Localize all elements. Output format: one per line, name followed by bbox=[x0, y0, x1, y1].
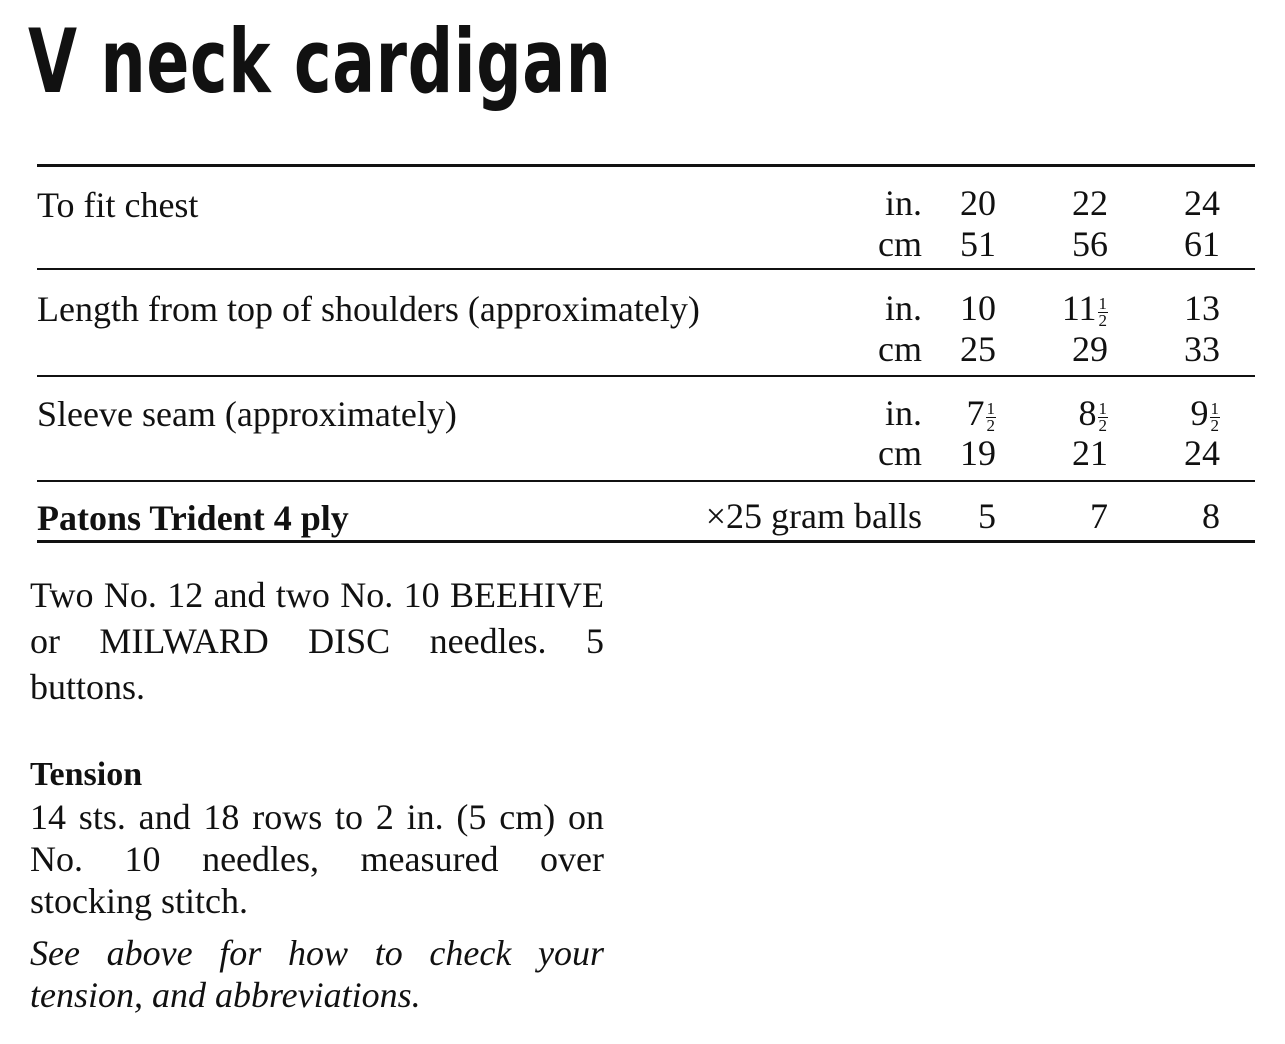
row-divider bbox=[37, 375, 1255, 377]
fraction-numerator: 1 bbox=[1098, 293, 1107, 313]
row-label: Length from top of shoulders (approximately) bbox=[37, 289, 700, 329]
fraction-half bbox=[1098, 398, 1109, 435]
fraction-whole: 11 bbox=[1061, 288, 1097, 328]
size-value: 21 bbox=[1072, 433, 1108, 473]
table-bottom-rule bbox=[37, 540, 1255, 543]
row-divider bbox=[37, 268, 1255, 270]
size-value: 24 bbox=[1184, 183, 1220, 223]
size-value: 51 bbox=[960, 224, 996, 264]
unit-cm: cm bbox=[878, 224, 922, 264]
size-value: 19 bbox=[960, 433, 996, 473]
unit-cm: cm bbox=[878, 433, 922, 473]
size-value: 13 bbox=[1184, 288, 1220, 328]
size-value: 22 bbox=[1072, 183, 1108, 223]
fraction-half bbox=[1210, 398, 1221, 435]
unit-cm: cm bbox=[878, 329, 922, 369]
size-value: 56 bbox=[1072, 224, 1108, 264]
needles-text: Two No. 12 and two No. 10 BEEHIVE or MILWARD DISC needles. 5 buttons. bbox=[30, 575, 604, 707]
size-value: 10 bbox=[960, 288, 996, 328]
size-value: 29 bbox=[1072, 329, 1108, 369]
size-value bbox=[998, 395, 1108, 434]
yarn-value: 5 bbox=[978, 496, 996, 536]
size-value: 24 bbox=[1184, 433, 1220, 473]
yarn-unit: ×25 gram balls bbox=[705, 496, 922, 536]
fraction-numerator: 1 bbox=[1098, 398, 1107, 418]
fraction-numerator: 1 bbox=[1210, 398, 1219, 418]
fraction-half bbox=[1098, 293, 1109, 330]
fraction-whole: 7 bbox=[966, 393, 985, 433]
size-value: 33 bbox=[1184, 329, 1220, 369]
unit-in: in. bbox=[884, 393, 922, 433]
size-value bbox=[1110, 395, 1220, 434]
size-value bbox=[886, 395, 996, 434]
size-value: 25 bbox=[960, 329, 996, 369]
fraction-denominator: 2 bbox=[1098, 311, 1107, 330]
yarn-value: 8 bbox=[1202, 496, 1220, 536]
size-value: 61 bbox=[1184, 224, 1220, 264]
row-label: Sleeve seam (approximately) bbox=[37, 394, 457, 434]
unit-in: in. bbox=[884, 183, 922, 223]
row-divider bbox=[37, 480, 1255, 482]
fraction-half bbox=[986, 398, 997, 435]
size-value bbox=[998, 290, 1108, 329]
reference-note: See above for how to check your tension, and abbreviations. bbox=[30, 933, 604, 1015]
page-title: V neck cardigan bbox=[28, 10, 612, 113]
fraction-denominator: 2 bbox=[1098, 416, 1107, 435]
fraction-denominator: 2 bbox=[1210, 416, 1219, 435]
row-label: To fit chest bbox=[37, 185, 199, 225]
tension-heading: Tension bbox=[30, 756, 143, 793]
yarn-label: Patons Trident 4 ply bbox=[37, 498, 349, 538]
fraction-whole: 9 bbox=[1190, 393, 1209, 433]
tension-text: 14 sts. and 18 rows to 2 in. (5 cm) on No. 10 needles, measured over stocking stitch. bbox=[30, 797, 604, 921]
yarn-value: 7 bbox=[1090, 496, 1108, 536]
size-value: 20 bbox=[960, 183, 996, 223]
unit-in: in. bbox=[884, 288, 922, 328]
fraction-whole: 8 bbox=[1078, 393, 1097, 433]
table-top-rule bbox=[37, 164, 1255, 167]
fraction-denominator: 2 bbox=[986, 416, 995, 435]
fraction-numerator: 1 bbox=[986, 398, 995, 418]
